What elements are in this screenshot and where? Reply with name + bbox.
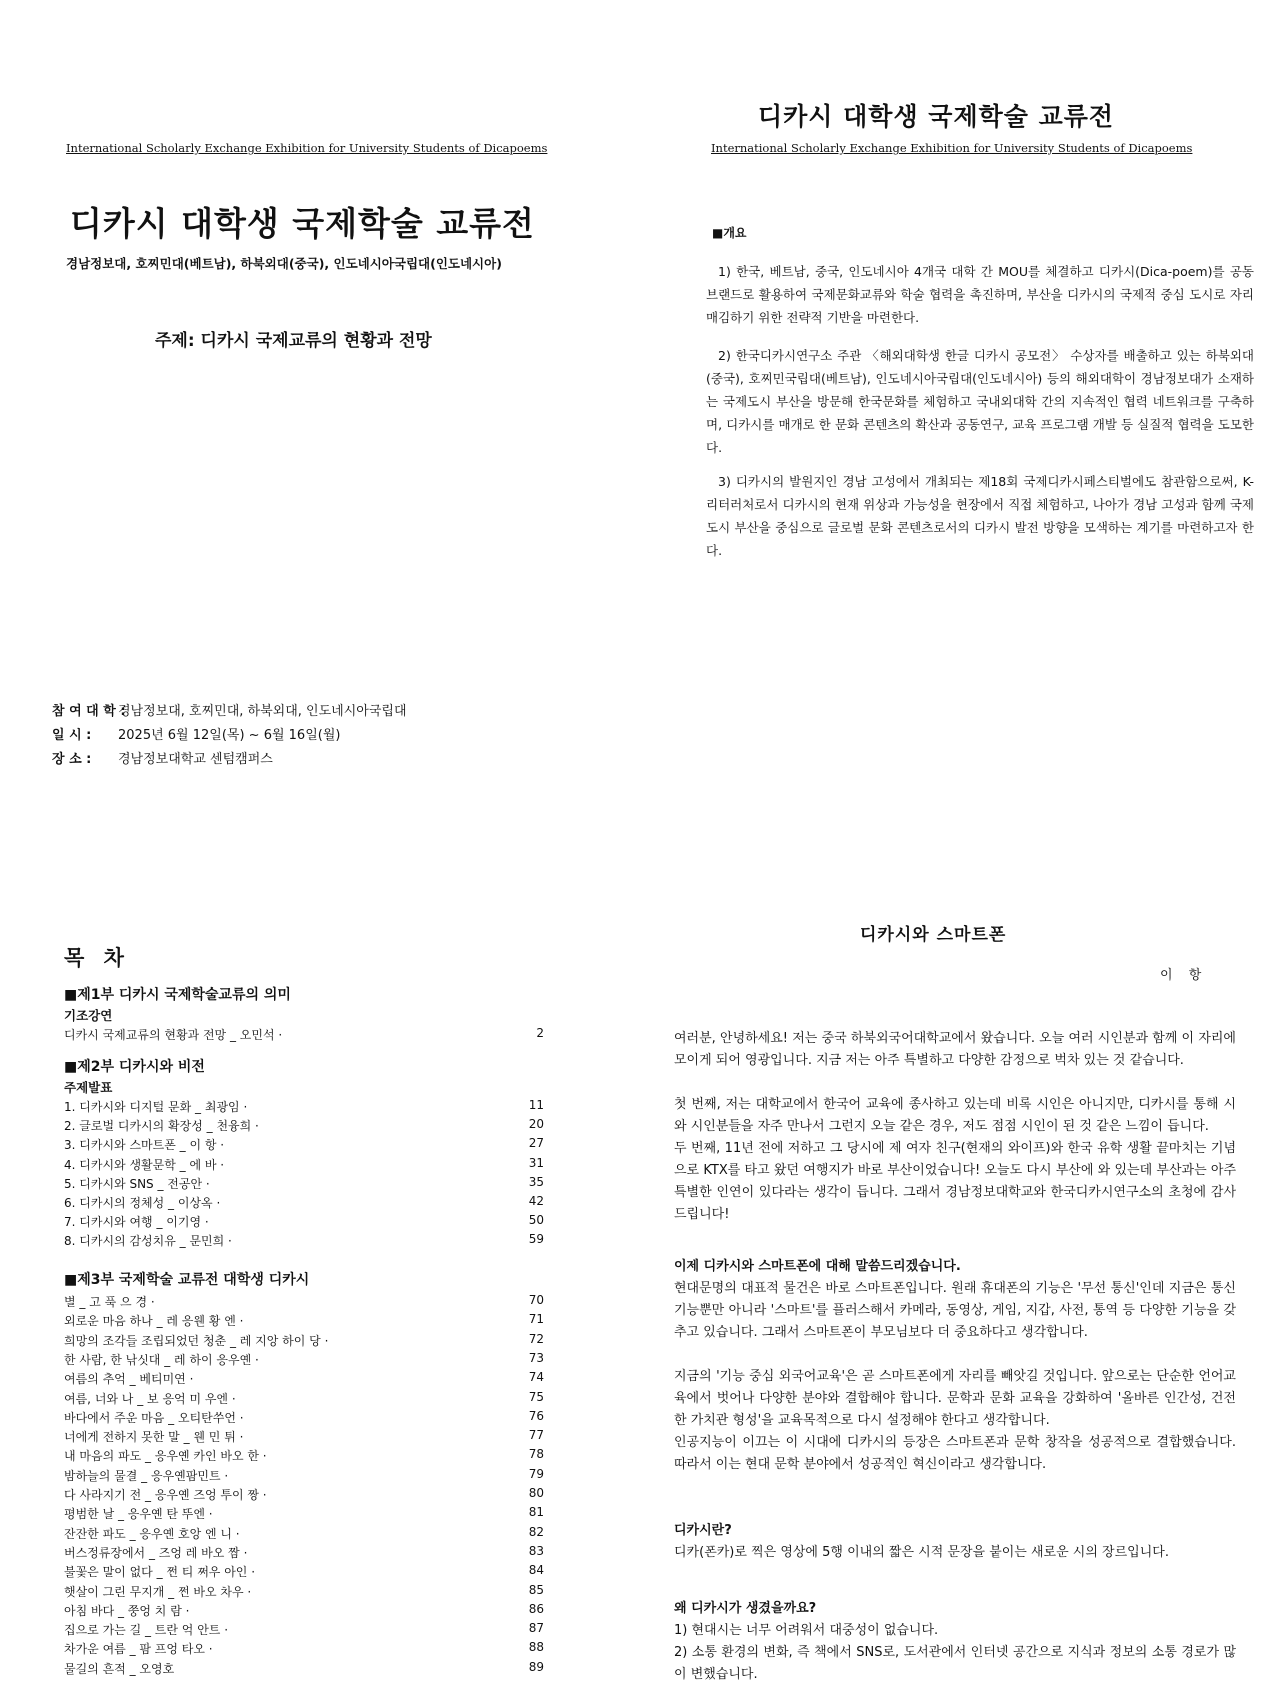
toc-entry-page: 83 [528, 1543, 544, 1558]
toc-entry-title: 한 사람, 한 낚싯대 _ 레 하이 응우옌 · [64, 1352, 259, 1367]
toc-entry-title: 바다에서 주운 마음 _ 오티탄쑤언 · [64, 1410, 244, 1425]
toc-entry-title: 여름, 너와 나 _ 보 응억 미 우엔 · [64, 1391, 236, 1406]
toc-part2-heading: ■제2부 디카시와 비전 [64, 1059, 205, 1075]
toc-entry-title: 디카시 국제교류의 현황과 전망 _ 오민석 · [64, 1028, 283, 1042]
toc-entry-title: 집으로 가는 길 _ 트란 억 안트 · [64, 1623, 229, 1638]
essay-paragraph: 1) 현대시는 너무 어려워서 대중성이 없습니다. [674, 1623, 939, 1638]
essay-paragraph: 인공지능이 이끄는 이 시대에 디카시의 등장은 스마트폰과 문학 창작을 성공적으로 결합했습니다. 따라서 이는 현대 문학 분야에서 성공적인 혁신이라고 생각합니다. [674, 1435, 1236, 1472]
overview-label: ■개요 [712, 226, 747, 240]
cover-english-subtitle: International Scholarly Exchange Exhibition for University Students of Dicapoems [66, 141, 548, 155]
toc-entry [64, 1370, 544, 1389]
toc-page [0, 880, 640, 1707]
toc-entry [64, 1175, 544, 1194]
toc-entry [64, 1293, 544, 1312]
toc-entry-title: 4. 디카시와 생활문학 _ 에 바 · [64, 1157, 225, 1172]
toc-entry-title: 잔잔한 파도 _ 응우옌 호앙 엔 니 · [64, 1526, 240, 1541]
toc-part1-sub: 기조강연 [64, 1008, 113, 1023]
toc-entry-page: 78 [528, 1447, 544, 1462]
toc-entry-page: 11 [528, 1098, 544, 1112]
toc-entry-page: 77 [528, 1428, 544, 1443]
cover-title: 디카시 대학생 국제학술 교류전 [70, 204, 535, 243]
toc-entry [64, 1621, 544, 1640]
info-label: 참 여 대 학 : [52, 704, 126, 719]
toc-entry-page: 81 [528, 1505, 544, 1520]
toc-entry [64, 1660, 544, 1679]
toc-entry [64, 1467, 544, 1486]
toc-entry [64, 1351, 544, 1370]
info-participants [52, 700, 407, 719]
toc-entry [64, 1390, 544, 1409]
overview-english-subtitle: International Scholarly Exchange Exhibition for University Students of Dicapoems [711, 141, 1193, 155]
info-date [52, 724, 340, 743]
toc-entry-page: 75 [528, 1389, 544, 1404]
toc-part3-heading: ■제3부 국제학술 교류전 대학생 디카시 [64, 1272, 310, 1288]
overview-title: 디카시 대학생 국제학술 교류전 [758, 102, 1115, 131]
toc-entry [64, 1505, 544, 1524]
essay-title: 디카시와 스마트폰 [860, 925, 1007, 945]
toc-entry-page: 87 [528, 1621, 544, 1636]
cover-theme: 주제: 디카시 국제교류의 현황과 전망 [155, 331, 432, 351]
toc-entry-title: 별 _ 고 푹 으 경 · [64, 1295, 155, 1309]
info-value: 경남정보대, 호찌민대, 하북외대, 인도네시아국립대 [118, 704, 407, 719]
toc-entry-page: 35 [528, 1174, 544, 1189]
essay-paragraph: 현대문명의 대표적 물건은 바로 스마트폰입니다. 원래 휴대폰의 기능은 '무선 통신'인데 지금은 통신 기능뿐만 아니라 '스마트'를 플러스해서 카메라, 동영상, 게임, 지갑, 사전, 통역 등 다양한 기능을 갖추고 있습니다. 그래서 스마트폰이 부모님보다 더 중요하다고 생각합니다. [674, 1281, 1236, 1340]
overview-paragraph-1: 1) 한국, 베트남, 중국, 인도네시아 4개국 대학 간 MOU를 체결하고 디카시(Dica-poem)를 공동 브랜드로 활용하여 국제문화교류와 학술 협력을 촉진하며, 부산을 디카시의 국제적 중심 도시로 자리매김하기 위한 전략적 기반을 마련한다. [706, 264, 1254, 325]
toc-entry-page: 79 [528, 1466, 544, 1481]
toc-entry-title: 1. 디카시와 디지털 문화 _ 최광임 · [64, 1100, 248, 1114]
toc-entry [64, 1332, 544, 1351]
toc-entry-title: 외로운 마음 하나 _ 레 응웬 황 엔 · [64, 1314, 244, 1329]
toc-entry-title: 불꽃은 말이 없다 _ 쩐 티 쩌우 아인 · [64, 1565, 256, 1580]
cover-page [0, 0, 640, 880]
toc-entry-page: 86 [528, 1601, 544, 1616]
toc-entry [64, 1428, 544, 1447]
overview-paragraph-3: 3) 디카시의 발원지인 경남 고성에서 개최되는 제18회 국제디카시페스티벌에도 참관함으로써, K-리터러처로서 디카시의 현재 위상과 가능성을 현장에서 직접 체험하고, 나아가 경남 고성과 함께 국제도시 부산을 중심으로 글로벌 문화 콘텐츠로서의 디카시 발전 방향을 모색하는 계기를 마련하고자 한다. [706, 474, 1254, 558]
essay-paragraph: 2) 소통 환경의 변화, 즉 책에서 SNS로, 도서관에서 인터넷 공간으로 지식과 정보의 소통 경로가 많이 변했습니다. [674, 1645, 1236, 1682]
essay-heading: 디카시란? [674, 1523, 732, 1538]
toc-entry-title: 버스정류장에서 _ 즈엉 레 바오 짬 · [64, 1545, 248, 1560]
toc-part1-heading: ■제1부 디카시 국제학술교류의 의미 [64, 987, 291, 1003]
toc-entry-page: 82 [528, 1524, 544, 1539]
toc-entry [64, 1447, 544, 1466]
info-value: 2025년 6월 12일(목) ~ 6월 16일(월) [118, 728, 341, 743]
toc-entry [64, 1026, 544, 1045]
toc-entry-title: 평범한 날 _ 응우옌 탄 뚜엔 · [64, 1507, 213, 1522]
toc-entry-title: 희망의 조각들 조립되었던 청춘 _ 레 지앙 하이 당 · [64, 1333, 329, 1348]
info-value: 경남정보대학교 센텀캠퍼스 [118, 752, 273, 767]
toc-entry-title: 3. 디카시와 스마트폰 _ 이 항 · [64, 1138, 225, 1153]
toc-entry-page: 72 [528, 1331, 544, 1346]
toc-entry-page: 70 [528, 1293, 544, 1307]
toc-entry-page: 71 [528, 1312, 544, 1327]
toc-entry [64, 1136, 544, 1155]
toc-entry-page: 85 [528, 1582, 544, 1597]
essay-paragraph: 첫 번째, 저는 대학교에서 한국어 교육에 종사하고 있는데 비록 시인은 아니지만, 디카시를 통해 시와 시인분들을 자주 만나서 그런지 오늘 같은 경우, 저도 점점 시인이 된 것 같은 느낌이 듭니다. [674, 1097, 1236, 1134]
toc-entry [64, 1544, 544, 1563]
toc-entry-title: 8. 디카시의 감성치유 _ 문민희 · [64, 1234, 232, 1249]
essay-paragraph: 두 번째, 11년 전에 저하고 그 당시에 제 여자 친구(현재의 와이프)와 한국 유학 생활 끝마치는 기념으로 KTX를 타고 왔던 여행지가 바로 부산이었습니다! 오늘도 다시 부산에 와 있는데 부산과는 아주 특별한 인연이 있다라는 생각이 듭니다. 그래서 경남정보대학교와 한국디카시연구소의 초청에 감사드립니다! [674, 1141, 1236, 1222]
toc-entry [64, 1563, 544, 1582]
essay-paragraph: 지금의 '기능 중심 외국어교육'은 곧 스마트폰에게 자리를 빼앗길 것입니다. 앞으로는 단순한 언어교육에서 벗어나 다양한 분야와 결합해야 합니다. 문학과 문화 교육을 강화하여 '올바른 인간성, 건전한 가치관 형성'을 교육목적으로 다시 설정해야 한다고 생각합니다. [674, 1369, 1236, 1428]
toc-entry-title: 차가운 여름 _ 팜 프엉 타오 · [64, 1642, 213, 1657]
toc-entry [64, 1213, 544, 1232]
toc-entry-page: 76 [528, 1408, 544, 1423]
toc-entry-page: 80 [528, 1486, 544, 1500]
essay-page [640, 880, 1280, 1707]
toc-entry-title: 2. 글로벌 디카시의 확장성 _ 천융희 · [64, 1119, 259, 1134]
overview-page [640, 0, 1280, 880]
toc-entry [64, 1640, 544, 1659]
essay-heading: 이제 디카시와 스마트폰에 대해 말씀드리겠습니다. [674, 1259, 961, 1274]
toc-entry [64, 1602, 544, 1621]
toc-entry-title: 다 사라지기 전 _ 응우옌 즈엉 투이 짱 · [64, 1488, 267, 1502]
essay-paragraph: 디카(폰카)로 찍은 영상에 5행 이내의 짧은 시적 문장을 붙이는 새로운 시의 장르입니다. [674, 1545, 1169, 1560]
toc-entry-title: 여름의 추억 _ 베티미연 · [64, 1372, 194, 1387]
toc-entry-title: 내 마음의 파도 _ 응우옌 카인 바오 한 · [64, 1449, 267, 1464]
essay-paragraph: 여러분, 안녕하세요! 저는 중국 하북외국어대학교에서 왔습니다. 오늘 여러 시인분과 함께 이 자리에 모이게 되어 영광입니다. 지금 저는 아주 특별하고 다양한 감정으로 벅차 있는 것 같습니다. [674, 1031, 1236, 1068]
toc-entry-title: 햇살이 그린 무지개 _ 쩐 바오 차우 · [64, 1584, 252, 1599]
toc-entry-title: 7. 디카시와 여행 _ 이기영 · [64, 1215, 209, 1230]
toc-entry [64, 1409, 544, 1428]
toc-entry-page: 20 [528, 1117, 544, 1132]
toc-entry-page: 59 [528, 1232, 544, 1247]
toc-entry [64, 1486, 544, 1505]
toc-entry [64, 1525, 544, 1544]
essay-author: 이 항 [1160, 968, 1208, 983]
toc-entry-title: 너에게 전하지 못한 말 _ 웬 민 튀 · [64, 1430, 244, 1445]
cover-universities: 경남정보대, 호찌민대(베트남), 하북외대(중국), 인도네시아국립대(인도네시아) [66, 256, 502, 271]
toc-entry [64, 1117, 544, 1136]
toc-entry [64, 1312, 544, 1331]
toc-entry-page: 84 [528, 1563, 544, 1578]
toc-entry-title: 6. 디카시의 정체성 _ 이상옥 · [64, 1196, 221, 1210]
toc-entry-page: 31 [528, 1155, 544, 1170]
toc-entry [64, 1194, 544, 1213]
toc-part2-sub: 주제발표 [64, 1080, 113, 1095]
essay-heading: 왜 디카시가 생겼을까요? [674, 1601, 817, 1616]
toc-entry-title: 아침 바다 _ 쭝엉 치 람 · [64, 1603, 190, 1618]
toc-entry-page: 27 [528, 1136, 544, 1151]
overview-paragraph-2: 2) 한국디카시연구소 주관 〈해외대학생 한글 디카시 공모전〉 수상자를 배출하고 있는 하북외대(중국), 호찌민국립대(베트남), 인도네시아국립대(인도네시아) 등의 해외대학이 경남정보대가 소재하는 국제도시 부산을 방문해 한국문화를 체험하고 국내외대학 간의 지속적인 협력 네트워크를 구축하며, 디카시를 매개로 한 문화 콘텐츠의 확산과 공동연구, 교육 프로그램 개발 등 실질적 협력을 도모한다. [706, 348, 1254, 455]
toc-entry [64, 1232, 544, 1251]
toc-entry-page: 2 [536, 1026, 544, 1040]
toc-entry-page: 88 [528, 1640, 544, 1655]
toc-entry-page: 50 [528, 1213, 544, 1228]
toc-entry-title: 물길의 흔적 _ 오영호 [64, 1661, 175, 1676]
toc-entry [64, 1098, 544, 1117]
toc-entry-page: 89 [528, 1659, 544, 1674]
toc-title: 목 차 [64, 946, 130, 970]
toc-entry-page: 42 [528, 1194, 544, 1208]
info-venue [52, 748, 273, 767]
toc-entry-page: 73 [528, 1350, 544, 1365]
toc-entry-title: 밤하늘의 물결 _ 응우옌팜민트 · [64, 1468, 229, 1483]
toc-entry [64, 1156, 544, 1175]
info-label: 장 소 : [52, 752, 92, 767]
toc-entry [64, 1583, 544, 1602]
info-label: 일 시 : [52, 728, 92, 743]
toc-entry-page: 74 [528, 1370, 544, 1385]
toc-entry-title: 5. 디카시와 SNS _ 전공안 · [64, 1176, 210, 1191]
